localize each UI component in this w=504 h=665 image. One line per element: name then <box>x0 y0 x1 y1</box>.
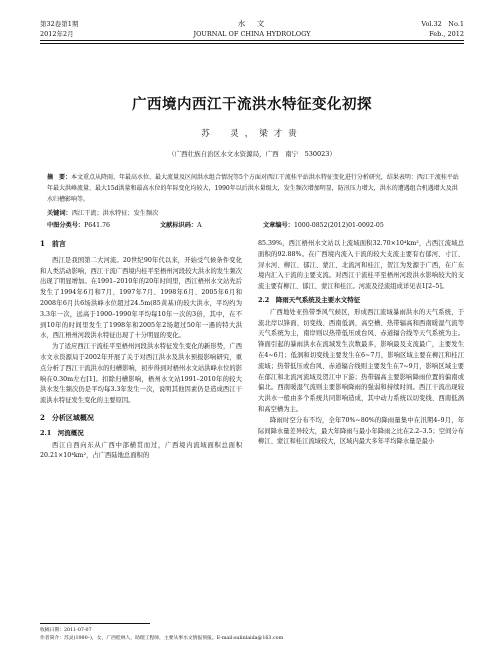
footer-received: 收稿日期：2011-07-07 <box>40 628 92 633</box>
article-number-label: 文章编号： <box>263 222 294 229</box>
keywords <box>47 210 158 218</box>
abstract-label: 摘 要： <box>47 174 72 181</box>
journal-date-en: Feb., 2012 <box>429 30 464 38</box>
doc-value: A <box>197 222 202 229</box>
abstract <box>47 172 461 205</box>
paper-affiliation: （广西壮族自治区水文水资源局，广西 南宁 530023） <box>168 150 336 158</box>
keywords-text: 西江干流；洪水特征；发生频次 <box>71 210 159 217</box>
article-number-value: 1000-0852(2012)01-0092-05 <box>293 222 384 229</box>
footnote-rule <box>40 623 150 624</box>
doc-label: 文献标识码： <box>160 222 198 229</box>
footer-author-info: 作者简介：苏灵(1980–)，女，广西桂林人，助理工程师，主要从事水文情报预报。E-mail:sulinlaida@163.com <box>40 636 284 641</box>
header-rule-thick <box>40 40 464 41</box>
paragraph: 西江是我国第二大河流。20世纪90年代以来，开始受气候条件变化和人类活动影响，西江干流广西境内桂平至梧州河段较大洪水的发生频次出现了明显增加。在1991–2010年的20年时间里，西江梧州水文站先后发生了1994年6月和7月、1997年7月、1998年6月、2005年6月和2008年6月共6场洪峰水位超过24.5m(85黄基)的较大洪水，平均约为3.3年一次，远高于1900–1990年平均每10年一次的3倍，其中，在不到10年的时间里发生了1998年和2005年2场超过50年一遇的特大洪水，西江梧州河段洪水特征出现了十分明显的变化。 <box>40 256 242 340</box>
clc-label: 中图分类号： <box>47 222 85 229</box>
section-2-1-heading: 2.1 河流概况 <box>40 428 84 437</box>
section-1-heading: 1 前言 <box>40 239 66 248</box>
journal-name-cn: 水 文 <box>237 19 267 28</box>
header-rule-thin <box>40 43 464 44</box>
keywords-label: 关键词： <box>47 210 72 217</box>
right-column <box>258 239 464 617</box>
article-number <box>263 222 384 230</box>
clc-number <box>47 222 110 230</box>
paper-title: 广西境内西江干流洪水特征变化初探 <box>132 96 372 113</box>
journal-vol-en: Vol.32 No.1 <box>421 20 464 28</box>
journal-volume: 第32卷第1期 <box>40 20 79 28</box>
paragraph: 广西地处亚热带季风气候区，形成西江流域暴雨洪水的天气系统，于流北岸以锋面、切变线、西南低涡、高空槽、热带辐高和西南暖湿气流等天气系统为主，南岸则以热带低压或台风、赤道辐合线等天气系统为主。锋面引起的暴雨洪水在流域发生次数最多，影响最及支流最广，主要发生在4~6月；低涡和切变线主要发生在6~7月，影响区域主要在柳江和桂江流域；热带低压或台风、赤道辐合线则主要发生在7~9月，影响区域主要在郁江和北流河流域及贺江中下游；热带辐高主要影响降雨位置的偏南或偏北。西南暖湿气流则主要影响降雨的强弱和持续时间。西江干流出现较大洪水一般由多个系统共同影响造成，其中动力系统以切变线、西南低涡和高空槽为主。 <box>258 308 464 413</box>
journal-date: 2012年2月 <box>40 30 74 38</box>
section-2-heading: 2 分析区域概况 <box>40 412 94 422</box>
doc-code <box>160 222 202 230</box>
paper-authors: 苏 灵，梁才贵 <box>201 129 303 139</box>
paragraph: 降雨时空分布不均，全年70%~80%的降雨量集中在汛期4–9月，年际间降水量差异较大，最大年降雨与最小年降雨之比在2.2–3.5；空间分布柳江、蒙江和桂江流域较大，区域内最大多年平均降水量是最小 <box>258 416 464 446</box>
paragraph: 85.39%，西江梧州水文站以上流域面积32.70×10⁴km²，占西江流域总面积的92.88%。在广西境内流入干流的较大支流主要有右郁河、寸江、浔水河、柳江、郁江、蒙江、北流河和桂江，贺江为发源于广西，在广东境内汇入干流的主要支流。对西江干流桂平至梧州河段洪水影响较大的支流主要有柳江、郁江、蒙江和桂江。河流及径流组成详见表1[2–5]。 <box>258 240 464 291</box>
journal-name-en: JOURNAL OF CHINA HYDROLOGY <box>193 30 311 38</box>
paragraph: 为了适应西江干流桂平至梧州河段洪水特征发生变化的新形势，广西水文水资源局于2002年开展了关于对西江洪水及洪水预报影响研究，重点分析了西江干流洪水的归槽影响，初步得到对梧州水文站洪峰水位的影响在0.30m左右[1]。扣除归槽影响，梧州水文站1991–2010年的较大洪水发生频次仍是平均每3.3年发生一次，说明其他因素仍是造成西江干流洪水特征发生变化的主要原因。 <box>40 343 242 405</box>
abstract-text: 本文重点从降雨、年最高水位、最大流量及区间洪水组合情况等5个方面对西江干流桂平站洪水特征变化进行分析研究，结果表明：西江干流桂平站年最大洪峰流量、最大15d洪量和最高水位的年际变化均较大，1990年以后洪水量级大，发生频次增加明显，防汛压力增大，洪水的遭遇组合机遇增大及洪水归槽影响等。 <box>47 174 459 203</box>
section-2-2-heading: 2.2 降雨天气系统及主要水文特征 <box>258 295 361 304</box>
clc-value: P641.76 <box>84 222 110 229</box>
paragraph: 西江自西向东从广西中部横贯而过，广西境内流域面积总面积20.21×10⁴km²，占广西陆地总面积的 <box>40 441 242 460</box>
left-column <box>40 237 242 617</box>
